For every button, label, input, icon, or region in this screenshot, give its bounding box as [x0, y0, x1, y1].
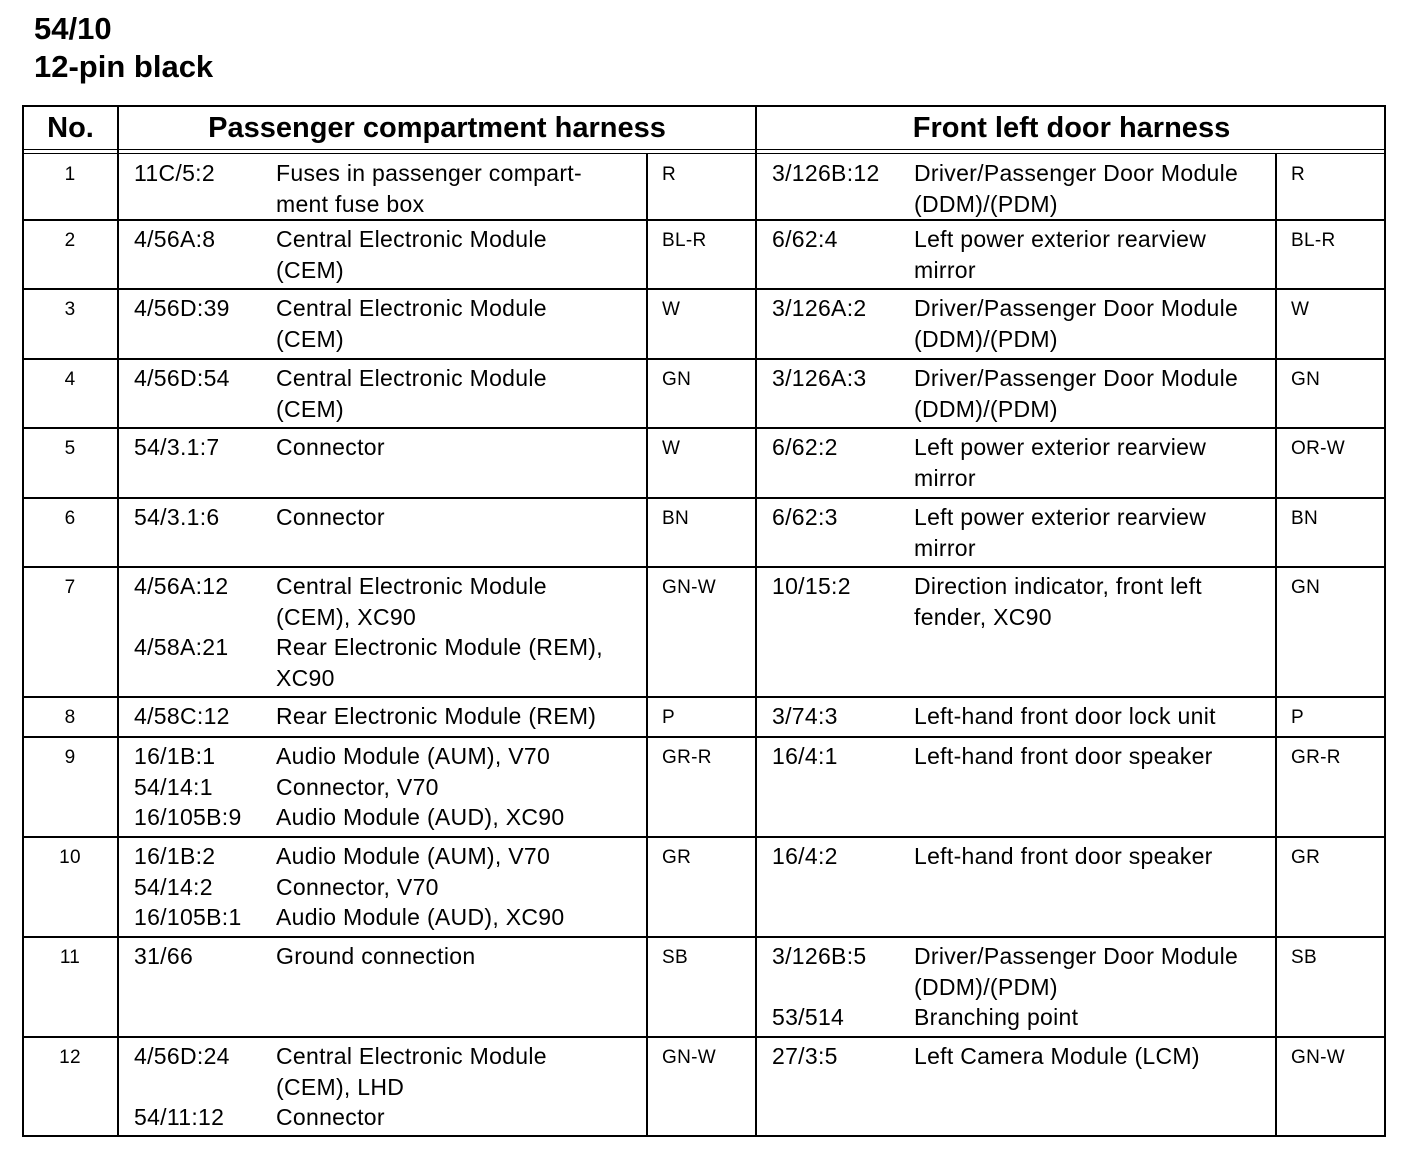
passenger-harness-code-line — [134, 663, 228, 694]
pin-number: 3 — [64, 299, 76, 320]
door-harness-wire-color: GR-R — [1291, 747, 1341, 768]
passenger-harness-code-line: 4/58A:21 — [134, 634, 229, 660]
passenger-harness-description-line: Rear Electronic Module (REM) — [276, 703, 597, 729]
door-harness-description-line: Driver/Passenger Door Module — [914, 943, 1239, 969]
passenger-harness-wire-color: GR-R — [662, 747, 712, 768]
passenger-harness-code-line: 11C/5:2 — [134, 160, 215, 186]
row-divider — [24, 836, 1384, 838]
passenger-harness-description-line: Central Electronic Module — [276, 573, 547, 599]
passenger-harness-description-line: Audio Module (AUD), XC90 — [276, 804, 565, 830]
passenger-harness-description — [276, 1041, 547, 1133]
passenger-harness-code — [134, 571, 228, 693]
door-harness-code — [772, 571, 851, 632]
door-harness-code-line: 6/62:4 — [772, 226, 838, 252]
passenger-harness-description-line: Audio Module (AUM), V70 — [276, 743, 551, 769]
door-harness-wire-color: OR-W — [1291, 438, 1345, 459]
door-harness-description — [914, 701, 1216, 732]
passenger-harness-description — [276, 432, 385, 463]
passenger-harness-code-line — [134, 602, 228, 633]
passenger-harness-description-line: (CEM) — [276, 325, 344, 352]
passenger-harness-wire-color: R — [662, 164, 677, 185]
pin-number: 10 — [59, 847, 81, 868]
passenger-harness-description-line: Audio Module (AUD), XC90 — [276, 904, 565, 930]
door-harness-wire-color: GN — [1291, 369, 1321, 390]
passenger-harness-code — [134, 941, 193, 972]
passenger-harness-code-line: 16/1B:1 — [134, 743, 216, 769]
passenger-harness-wire-color: P — [662, 707, 675, 728]
passenger-harness-code-line: 4/56D:24 — [134, 1043, 230, 1069]
passenger-harness-description-line: Central Electronic Module — [276, 226, 547, 252]
pin-number: 5 — [64, 438, 76, 459]
door-harness-code — [772, 502, 838, 563]
passenger-harness-description — [276, 701, 596, 732]
door-harness-code — [772, 363, 866, 424]
row-divider — [24, 936, 1384, 938]
door-harness-description — [914, 293, 1238, 354]
passenger-harness-description — [276, 941, 475, 972]
column-divider — [1275, 154, 1277, 1135]
door-harness-description-line: mirror — [914, 464, 976, 491]
passenger-harness-description — [276, 741, 564, 833]
passenger-harness-code-line: 54/14:1 — [134, 773, 213, 800]
passenger-harness-code — [134, 432, 220, 463]
passenger-harness-code — [134, 741, 242, 833]
door-harness-code — [772, 224, 838, 285]
passenger-harness-description-line: Ground connection — [276, 943, 476, 969]
column-divider — [755, 107, 757, 1135]
passenger-harness-description-line: Central Electronic Module — [276, 295, 547, 321]
passenger-harness-wire-color: W — [662, 299, 681, 320]
passenger-harness-description-line: Rear Electronic Module (REM), — [276, 634, 603, 660]
passenger-harness-description — [276, 841, 564, 933]
door-harness-description-line: Left-hand front door speaker — [914, 743, 1213, 769]
header-passenger-harness: Passenger compartment harness — [208, 111, 666, 144]
column-divider — [117, 107, 119, 1135]
passenger-harness-code-line: 16/105B:1 — [134, 904, 242, 930]
row-divider — [24, 696, 1384, 698]
passenger-harness-code-line — [134, 394, 230, 425]
passenger-harness-description-line: (CEM) — [276, 256, 344, 283]
passenger-harness-description-line: Central Electronic Module — [276, 1043, 547, 1069]
passenger-harness-wire-color: GN — [662, 369, 692, 390]
door-harness-description-line: Left-hand front door speaker — [914, 843, 1213, 869]
row-divider — [24, 566, 1384, 568]
door-harness-wire-color: SB — [1291, 947, 1317, 968]
passenger-harness-description-line: Fuses in passenger compart- — [276, 160, 582, 186]
passenger-harness-code-line: 54/3.1:7 — [134, 434, 220, 460]
door-harness-code-line — [772, 255, 838, 286]
door-harness-description — [914, 224, 1206, 285]
connector-id: 54/10 — [34, 11, 112, 46]
passenger-harness-code — [134, 158, 215, 219]
door-harness-code-line: 6/62:2 — [772, 434, 838, 460]
door-harness-wire-color: GR — [1291, 847, 1321, 868]
passenger-harness-code-line: 31/66 — [134, 943, 194, 969]
door-harness-wire-color: W — [1291, 299, 1310, 320]
passenger-harness-description — [276, 158, 582, 219]
passenger-harness-code-line: 4/56D:54 — [134, 365, 230, 391]
passenger-harness-code-line: 4/56A:8 — [134, 226, 216, 252]
door-harness-description — [914, 158, 1238, 219]
passenger-harness-wire-color: GR — [662, 847, 692, 868]
passenger-harness-code — [134, 701, 230, 732]
passenger-harness-description-line: Central Electronic Module — [276, 365, 547, 391]
door-harness-code-line — [772, 394, 866, 425]
passenger-harness-description — [276, 293, 547, 354]
door-harness-code-line: 27/3:5 — [772, 1043, 838, 1069]
passenger-harness-code — [134, 363, 230, 424]
door-harness-code — [772, 841, 838, 872]
passenger-harness-wire-color: W — [662, 438, 681, 459]
pin-number: 4 — [64, 369, 76, 390]
door-harness-code-line — [772, 324, 866, 355]
door-harness-code-line: 6/62:3 — [772, 504, 838, 530]
door-harness-description — [914, 941, 1238, 1033]
passenger-harness-code-line: 4/56D:39 — [134, 295, 230, 321]
passenger-harness-description-line: (CEM), LHD — [276, 1073, 405, 1100]
door-harness-description — [914, 1041, 1200, 1072]
row-divider — [24, 736, 1384, 738]
door-harness-wire-color: GN-W — [1291, 1047, 1345, 1068]
pin-number: 6 — [64, 508, 76, 529]
connector-description: 12-pin black — [34, 49, 214, 84]
door-harness-description-line: Left Camera Module (LCM) — [914, 1043, 1200, 1069]
passenger-harness-code-line: 16/105B:9 — [134, 804, 242, 830]
passenger-harness-code-line — [134, 1072, 230, 1103]
door-harness-description-line: Left power exterior rearview — [914, 434, 1207, 460]
door-harness-code-line: 16/4:1 — [772, 743, 838, 769]
door-harness-code — [772, 741, 838, 772]
door-harness-code-line — [772, 533, 838, 564]
header-door-harness: Front left door harness — [912, 111, 1231, 144]
door-harness-code — [772, 293, 866, 354]
passenger-harness-description-line: Connector — [276, 504, 385, 530]
door-harness-description-line: Driver/Passenger Door Module — [914, 295, 1239, 321]
passenger-harness-code-line: 4/56A:12 — [134, 573, 229, 599]
door-harness-wire-color: P — [1291, 707, 1304, 728]
passenger-harness-code-line: 16/1B:2 — [134, 843, 216, 869]
passenger-harness-description-line: Connector — [276, 1104, 385, 1130]
passenger-harness-code — [134, 502, 220, 533]
door-harness-description-line: Driver/Passenger Door Module — [914, 160, 1239, 186]
row-divider — [24, 288, 1384, 290]
door-harness-wire-color: GN — [1291, 577, 1321, 598]
passenger-harness-description-line: Connector, V70 — [276, 773, 439, 800]
passenger-harness-description-line: ment fuse box — [276, 190, 425, 217]
pin-number: 11 — [59, 947, 81, 968]
door-harness-description-line: Left power exterior rearview — [914, 504, 1207, 530]
door-harness-description-line: Direction indicator, front left — [914, 573, 1202, 599]
passenger-harness-description-line: Audio Module (AUM), V70 — [276, 843, 551, 869]
door-harness-description-line: Left-hand front door lock unit — [914, 703, 1216, 729]
passenger-harness-code-line: 54/14:2 — [134, 873, 213, 900]
passenger-harness-code-line: 4/58C:12 — [134, 703, 230, 729]
door-harness-code-line — [772, 189, 880, 220]
passenger-harness-code — [134, 293, 230, 354]
passenger-harness-description — [276, 224, 547, 285]
door-harness-code-line: 3/126B:12 — [772, 160, 880, 186]
door-harness-description-line: (DDM)/(PDM) — [914, 395, 1058, 422]
door-harness-description-line: Driver/Passenger Door Module — [914, 365, 1239, 391]
passenger-harness-description — [276, 363, 547, 424]
door-harness-code — [772, 158, 880, 219]
passenger-harness-code — [134, 1041, 230, 1133]
title-block — [34, 10, 213, 86]
door-harness-description — [914, 363, 1238, 424]
passenger-harness-description-line: XC90 — [276, 664, 335, 691]
pin-number: 8 — [64, 707, 76, 728]
door-harness-code-line: 3/126A:3 — [772, 365, 867, 391]
passenger-harness-description-line: (CEM) — [276, 395, 344, 422]
passenger-harness-wire-color: GN-W — [662, 1047, 716, 1068]
door-harness-code-line: 16/4:2 — [772, 843, 838, 869]
passenger-harness-wire-color: BL-R — [662, 230, 707, 251]
header-no: No. — [47, 111, 94, 144]
door-harness-description-line: Left power exterior rearview — [914, 226, 1207, 252]
pin-number: 9 — [64, 747, 76, 768]
header-divider — [24, 149, 1384, 154]
door-harness-description-line: (DDM)/(PDM) — [914, 973, 1058, 1000]
passenger-harness-code — [134, 224, 215, 285]
pin-number: 1 — [64, 164, 76, 185]
door-harness-description-line: mirror — [914, 534, 976, 561]
passenger-harness-code-line: 54/3.1:6 — [134, 504, 220, 530]
door-harness-code-line: 10/15:2 — [772, 573, 851, 599]
row-divider — [24, 219, 1384, 221]
passenger-harness-description — [276, 571, 603, 693]
passenger-harness-code — [134, 841, 242, 933]
door-harness-wire-color: R — [1291, 164, 1306, 185]
door-harness-code-line: 53/514 — [772, 1004, 845, 1030]
pin-number: 2 — [64, 230, 76, 251]
pin-number: 12 — [59, 1047, 81, 1068]
door-harness-description-line: Branching point — [914, 1004, 1079, 1030]
door-harness-wire-color: BL-R — [1291, 230, 1336, 251]
passenger-harness-code-line — [134, 324, 230, 355]
row-divider — [24, 358, 1384, 360]
door-harness-description-line: fender, XC90 — [914, 603, 1052, 630]
door-harness-code — [772, 701, 838, 732]
passenger-harness-description-line: Connector, V70 — [276, 873, 439, 900]
door-harness-description — [914, 432, 1206, 493]
pin-number: 7 — [64, 577, 76, 598]
passenger-harness-code-line — [134, 189, 215, 220]
passenger-harness-wire-color: BN — [662, 508, 689, 529]
door-harness-description — [914, 571, 1202, 632]
pinout-table — [22, 105, 1386, 1137]
door-harness-wire-color: BN — [1291, 508, 1318, 529]
door-harness-description — [914, 502, 1206, 563]
door-harness-code — [772, 432, 838, 493]
passenger-harness-wire-color: GN-W — [662, 577, 716, 598]
door-harness-code-line: 3/74:3 — [772, 703, 838, 729]
door-harness-description-line: (DDM)/(PDM) — [914, 190, 1058, 217]
door-harness-description-line: (DDM)/(PDM) — [914, 325, 1058, 352]
door-harness-description-line: mirror — [914, 256, 976, 283]
passenger-harness-description-line: Connector — [276, 434, 385, 460]
row-divider — [24, 427, 1384, 429]
door-harness-code-line: 3/126B:5 — [772, 943, 867, 969]
door-harness-description — [914, 741, 1213, 772]
door-harness-code — [772, 941, 866, 1033]
passenger-harness-code-line — [134, 255, 215, 286]
passenger-harness-description-line: (CEM), XC90 — [276, 603, 417, 630]
door-harness-code-line — [772, 463, 838, 494]
row-divider — [24, 497, 1384, 499]
row-divider — [24, 1036, 1384, 1038]
passenger-harness-wire-color: SB — [662, 947, 688, 968]
door-harness-code — [772, 1041, 838, 1072]
door-harness-code-line — [772, 972, 866, 1003]
door-harness-code-line: 3/126A:2 — [772, 295, 867, 321]
column-divider — [646, 154, 648, 1135]
door-harness-code-line — [772, 602, 851, 633]
door-harness-description — [914, 841, 1213, 872]
passenger-harness-code-line: 54/11:12 — [134, 1104, 225, 1130]
passenger-harness-description — [276, 502, 385, 533]
